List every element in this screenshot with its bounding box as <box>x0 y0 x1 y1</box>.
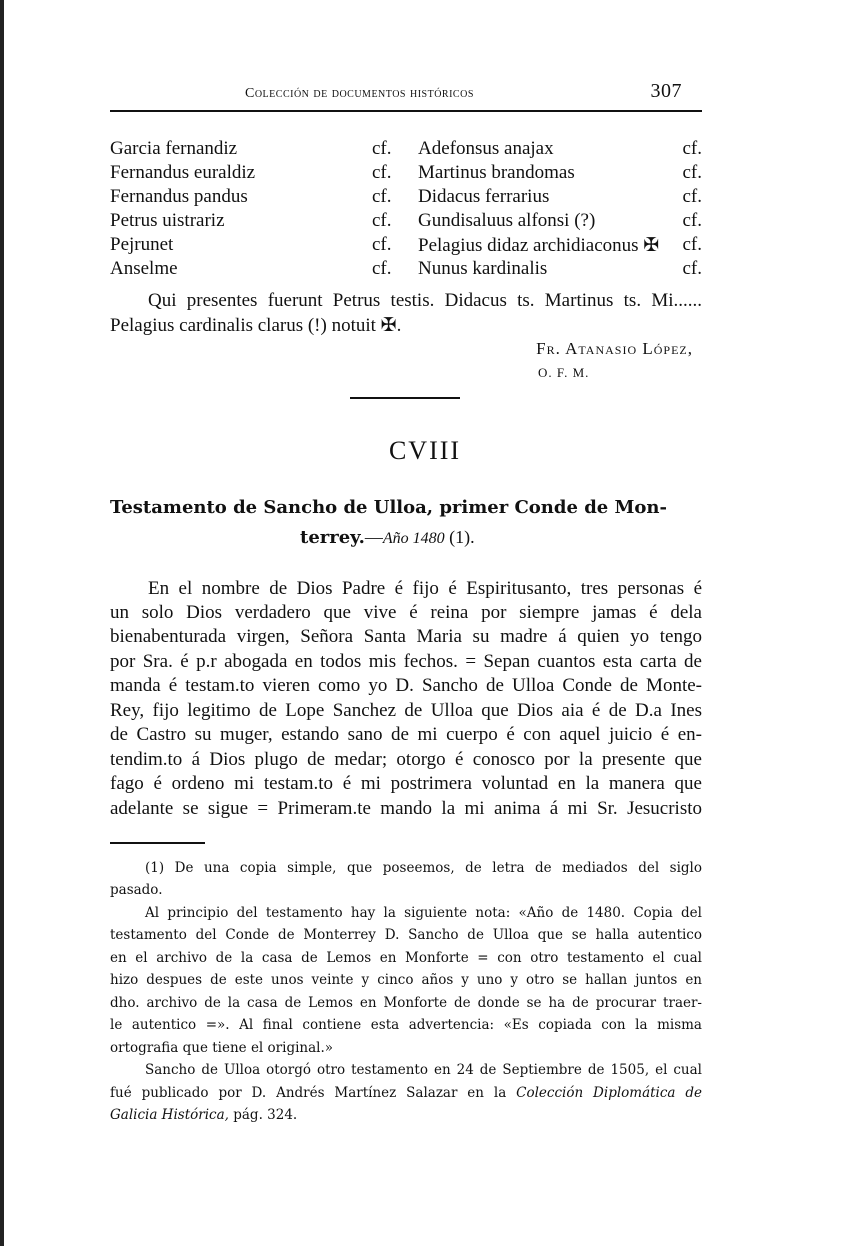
witness-row <box>110 234 702 258</box>
confirm-mark: cf. <box>372 258 392 279</box>
footnote-line <box>110 1107 702 1123</box>
body-line: un solo Dios verdadero que vive é reina por siempre jamas é dela <box>110 602 702 623</box>
title-year: Año 1480 <box>382 530 445 547</box>
header-rule <box>110 110 702 112</box>
header-title: Colección de documentos históricos <box>245 86 474 101</box>
footnote-citation: Colección Diplomática de <box>516 1085 702 1101</box>
footnote-line: en el archivo de la casa de Lemos en Monforte = con otro testamento el cual <box>110 950 702 966</box>
document-title-line2 <box>300 527 475 548</box>
body-line: de Castro su muger, estando sano de mi cuerpo é con aquel juicio é en- <box>110 724 702 745</box>
confirm-mark: cf. <box>372 138 392 159</box>
footnote-line: (1) De una copia simple, que poseemos, de letra de mediados del siglo <box>145 860 702 876</box>
witness-row <box>110 138 702 162</box>
document-title-line1: Testamento de Sancho de Ulloa, primer Conde de Mon- <box>110 497 667 518</box>
confirm-mark: cf. <box>682 138 702 159</box>
footnote-line: hizo despues de este unos veinte y cinco años y uno y otro se hallan juntos en <box>110 972 702 988</box>
page-number: 307 <box>650 80 682 102</box>
confirm-mark: cf. <box>372 162 392 183</box>
witness-name: Garcia fernandiz <box>110 138 238 159</box>
body-line: manda é testam.to vieren como yo D. Sancho de Ulloa Conde de Monte- <box>110 675 702 696</box>
witness-row <box>110 210 702 234</box>
confirm-mark: cf. <box>372 186 392 207</box>
confirm-mark: cf. <box>682 186 702 207</box>
footnote-line: ortografia que tiene el original.» <box>110 1040 334 1056</box>
witness-name: Adefonsus anajax <box>418 138 554 159</box>
signature-order: O. F. M. <box>538 365 590 380</box>
witness-name: Pejrunet <box>110 234 174 255</box>
title-end: terrey. <box>300 527 365 548</box>
witness-name: Nunus kardinalis <box>418 258 548 279</box>
confirm-mark: cf. <box>372 234 392 255</box>
title-footnote-ref: (1). <box>449 527 475 547</box>
body-line: tendim.to á Dios plugo de medar; otorgo é conosco por la presente que <box>110 749 702 770</box>
witness-name: Petrus uistrariz <box>110 210 225 231</box>
body-line: adelante se sigue = Primeram.te mando la mi anima á mi Sr. Jesucristo <box>110 798 702 819</box>
body-line: bienabenturada virgen, Señora Santa Maria su madre á quien yo tengo <box>110 626 702 647</box>
witness-row <box>110 162 702 186</box>
title-dash: — <box>364 527 383 547</box>
confirm-mark: cf. <box>682 162 702 183</box>
witness-row <box>110 258 702 282</box>
footnote-text: fué publicado por D. Andrés Martínez Salazar en la <box>110 1085 507 1101</box>
footnote-citation: Galicia Histórica, <box>110 1107 229 1123</box>
signature-name: Fr. Atanasio López, <box>536 339 693 358</box>
footnote-rule <box>110 842 205 844</box>
witness-name: Fernandus pandus <box>110 186 248 207</box>
witness-name: Didacus ferrarius <box>418 186 550 207</box>
section-divider <box>350 397 460 399</box>
confirm-mark: cf. <box>372 210 392 231</box>
closing-line: Qui presentes fuerunt Petrus testis. Didacus ts. Martinus ts. Mi...... <box>148 290 702 311</box>
confirm-mark: cf. <box>682 258 702 279</box>
footnote-line: dho. archivo de la casa de Lemos en Monforte de donde se ha de procurar traer- <box>110 995 702 1011</box>
footnote-line: pasado. <box>110 882 163 898</box>
footnote-line <box>110 1085 702 1101</box>
body-line: por Sra. é p.r abogada en todos mis fechos. = Sepan cuantos esta carta de <box>110 651 702 672</box>
witness-row <box>110 186 702 210</box>
footnote-text: pág. 324. <box>233 1107 298 1123</box>
witness-name: Pelagius didaz archidiaconus ✠ <box>418 235 660 256</box>
section-number: CVIII <box>388 436 462 465</box>
witness-name: Gundisaluus alfonsi (?) <box>418 210 596 231</box>
footnote-line: Sancho de Ulloa otorgó otro testamento en 24 de Septiembre de 1505, el cual <box>145 1062 702 1078</box>
body-line: fago é ordeno mi testam.to é mi postrimera voluntad en la manera que <box>110 773 702 794</box>
body-line: Rey, fijo legitimo de Lope Sanchez de Ulloa que Dios aia é de D.a Ines <box>110 700 702 721</box>
body-line: En el nombre de Dios Padre é fijo é Espiritusanto, tres personas é <box>148 578 702 599</box>
confirm-mark: cf. <box>682 234 702 255</box>
footnote-line: le autentico =». Al final contiene esta advertencia: «Es copiada con la misma <box>110 1017 702 1033</box>
witness-name: Fernandus euraldiz <box>110 162 256 183</box>
witness-name: Anselme <box>110 258 178 279</box>
footnote-line: Al principio del testamento hay la siguiente nota: «Año de 1480. Copia del <box>145 905 702 921</box>
closing-line: Pelagius cardinalis clarus (!) notuit ✠. <box>110 315 402 336</box>
footnote-line: testamento del Conde de Monterrey D. Sancho de Ulloa que se halla autentico <box>110 927 702 943</box>
scan-edge <box>0 0 4 1246</box>
witness-name: Martinus brandomas <box>418 162 575 183</box>
confirm-mark: cf. <box>682 210 702 231</box>
